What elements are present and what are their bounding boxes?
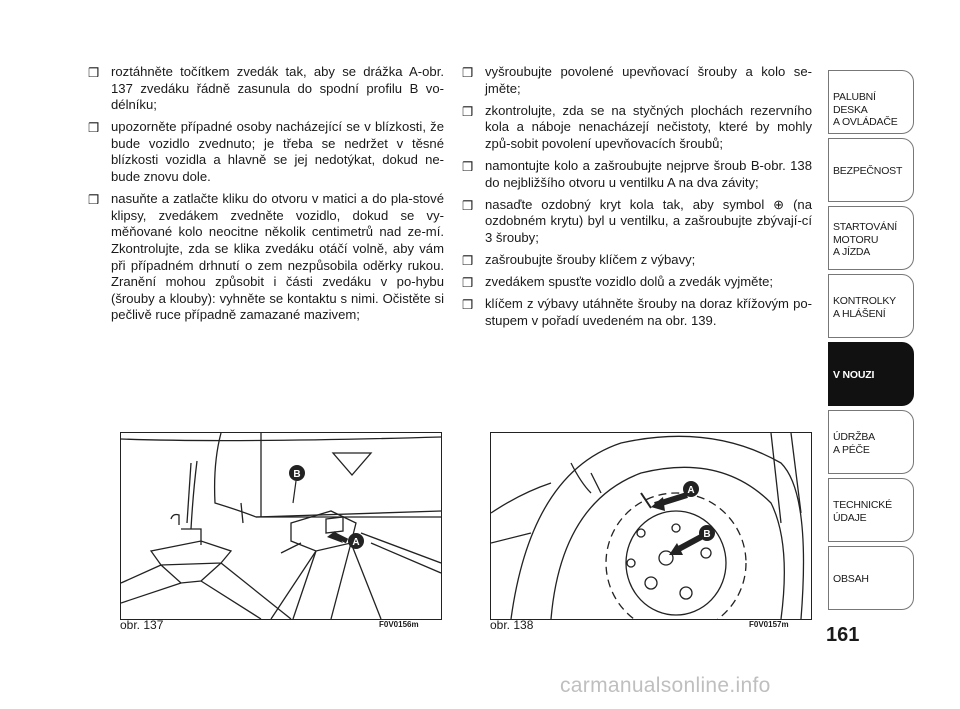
figure-137-caption: obr. 137: [120, 618, 164, 632]
tab-udrzba[interactable]: ÚDRŽBA A PÉČE: [828, 410, 914, 474]
tab-palubni-deska[interactable]: PALUBNÍ DESKA A OVLÁDAČE: [828, 70, 914, 134]
figure-138-caption: obr. 138: [490, 618, 534, 632]
label-b: B: [703, 529, 711, 540]
right-bullet-6: ❒ zvedákem spusťte vozidlo dolů a zvedák vyjměte;: [462, 274, 774, 291]
right-bullet-4: ❒ nasaďte ozdobný kryt kola tak, aby symbol ⊕ (na ozdobném krytu) byl u ventilku, a zašroubujte zbývají-cí 3 šrouby;: [462, 196, 812, 245]
checkbox-icon: ❒: [462, 298, 474, 313]
checkbox-icon: ❒: [88, 121, 100, 136]
figure-138-code: F0V0157m: [749, 620, 789, 629]
figure-138-wheel: [490, 432, 812, 620]
left-bullet-2: ❒ upozorněte případné osoby nacházející se v blízkosti, že bude vozidlo zvednuto; je třeba se nedržet v těsné blízkosti vozidla a hlavně se jej nedotýkat, dokud ne-bude znovu dole.: [88, 119, 444, 185]
tab-obsah[interactable]: OBSAH: [828, 546, 914, 610]
wheel-illustration: [491, 433, 811, 619]
checkbox-icon: ❒: [88, 66, 100, 80]
checkbox-icon: ❒: [88, 193, 100, 208]
checkbox-icon: ❒: [462, 159, 474, 174]
label-a: A: [352, 537, 360, 548]
section-tabs: [828, 70, 914, 614]
checkbox-icon: ❒: [462, 276, 474, 291]
label-b: B: [293, 469, 301, 480]
right-bullet-3: ❒ namontujte kolo a zašroubujte nejprve šroub B-obr. 138 do nejbližšího otvoru u ventilku A na dva závity;: [462, 157, 812, 190]
figure-137-code: F0V0156m: [379, 620, 419, 629]
checkbox-icon: ❒: [462, 66, 474, 80]
tab-kontrolky[interactable]: KONTROLKY A HLÁŠENÍ: [828, 274, 914, 338]
left-bullet-1: ❒ roztáhněte točítkem zvedák tak, aby se drážka A-obr. 137 zvedáku řádně zasunula do spodní profilu B vo-délníku;: [88, 64, 444, 113]
checkbox-icon: ❒: [462, 104, 474, 119]
tab-technicke-udaje[interactable]: TECHNICKÉ ÚDAJE: [828, 478, 914, 542]
right-bullet-2: ❒ zkontrolujte, zda se na styčných plochách rezervního kola a náboje nenacházejí nečistoty, které by mohly způ-sobit povolení upevňovacích šroubů;: [462, 102, 812, 151]
checkbox-icon: ❒: [462, 253, 474, 268]
tab-bezpecnost[interactable]: BEZPEČNOST: [828, 138, 914, 202]
tab-v-nouzi[interactable]: V NOUZI: [828, 342, 914, 406]
checkbox-icon: ❒: [462, 198, 474, 213]
right-bullet-7: ❒ klíčem z výbavy utáhněte šrouby na doraz křížovým po-stupem v pořadí uvedeném na obr. 139.: [462, 296, 812, 328]
left-column: [88, 64, 444, 329]
tab-startovani[interactable]: STARTOVÁNÍ MOTORU A JÍZDA: [828, 206, 914, 270]
label-a: A: [687, 485, 695, 496]
figure-137-jack: [120, 432, 442, 620]
right-column: [462, 64, 812, 335]
right-bullet-1: ❒ vyšroubujte povolené upevňovací šrouby a kolo se-jměte;: [462, 64, 812, 96]
watermark: carmanualsonline.info: [560, 674, 771, 697]
left-bullet-3: ❒ nasuňte a zatlačte kliku do otvoru v matici a do pla-stové klipsy, zvedákem zvedněte vozidlo, dokud se vy-měňované kolo neocitne několik centimetrů nad ze-mí. Zkontrolujte, zda se klika zvedáku otáčí volně, aby vám při případném drhnutí o zem nezpůsobila oděrky rukou. Zranění mohou způsobit i části zvedáku v po-hybu (šrouby a klouby): vyhněte se kontaktu s nimi. Očistěte si pečlivě ruce případně zamazané mazivem;: [88, 191, 444, 323]
page-number: 161: [826, 624, 860, 646]
right-bullet-5: ❒ zašroubujte šrouby klíčem z výbavy;: [462, 251, 696, 268]
jack-illustration: [121, 433, 441, 619]
